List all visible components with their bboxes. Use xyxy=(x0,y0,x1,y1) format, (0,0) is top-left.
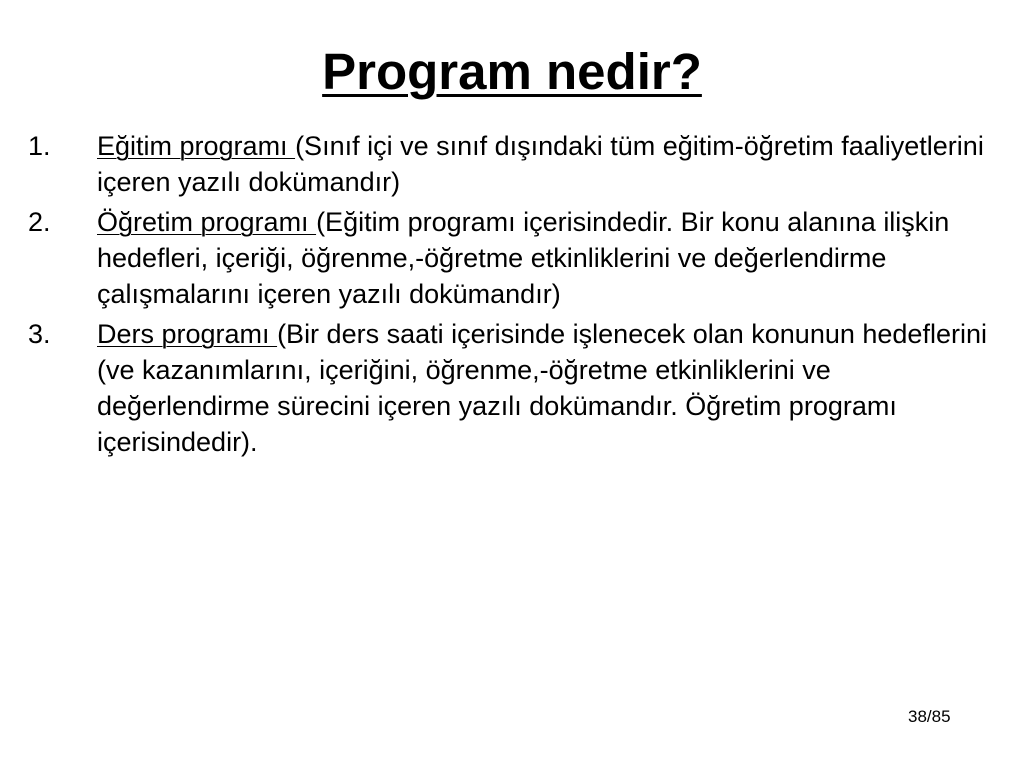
list-item xyxy=(26,128,996,200)
program-definition-list xyxy=(26,128,996,464)
list-item-term: Öğretim programı xyxy=(97,207,317,237)
list-item-description: (Eğitim programı içerisindedir. Bir konu alanına ilişkin hedefleri, içeriği, öğrenme,-öğretme etkinliklerini ve değerlendirme çalışmalarını içeren yazılı dokümandır) xyxy=(97,207,950,309)
page-number: 38/85 xyxy=(908,707,951,726)
list-item xyxy=(26,204,996,312)
list-item xyxy=(26,316,996,460)
list-item-description: (Sınıf içi ve sınıf dışındaki tüm eğitim-öğretim faaliyetlerini içeren yazılı dokümandır) xyxy=(97,131,984,197)
list-item-term: Eğitim programı xyxy=(97,131,296,161)
list-item-number: 3. xyxy=(28,319,51,349)
list-item-number: 1. xyxy=(28,131,51,161)
slide-title: Program nedir? xyxy=(322,43,702,100)
list-item-number: 2. xyxy=(28,207,51,237)
list-item-description: (Bir ders saati içerisinde işlenecek olan konunun hedeflerini (ve kazanımlarını, içeriğini, öğrenme,-öğretme etkinliklerini ve değerlendirme sürecini içeren yazılı dokümandır. Öğretim programı içerisindedir). xyxy=(97,319,987,457)
list-item-term: Ders programı xyxy=(97,319,278,349)
